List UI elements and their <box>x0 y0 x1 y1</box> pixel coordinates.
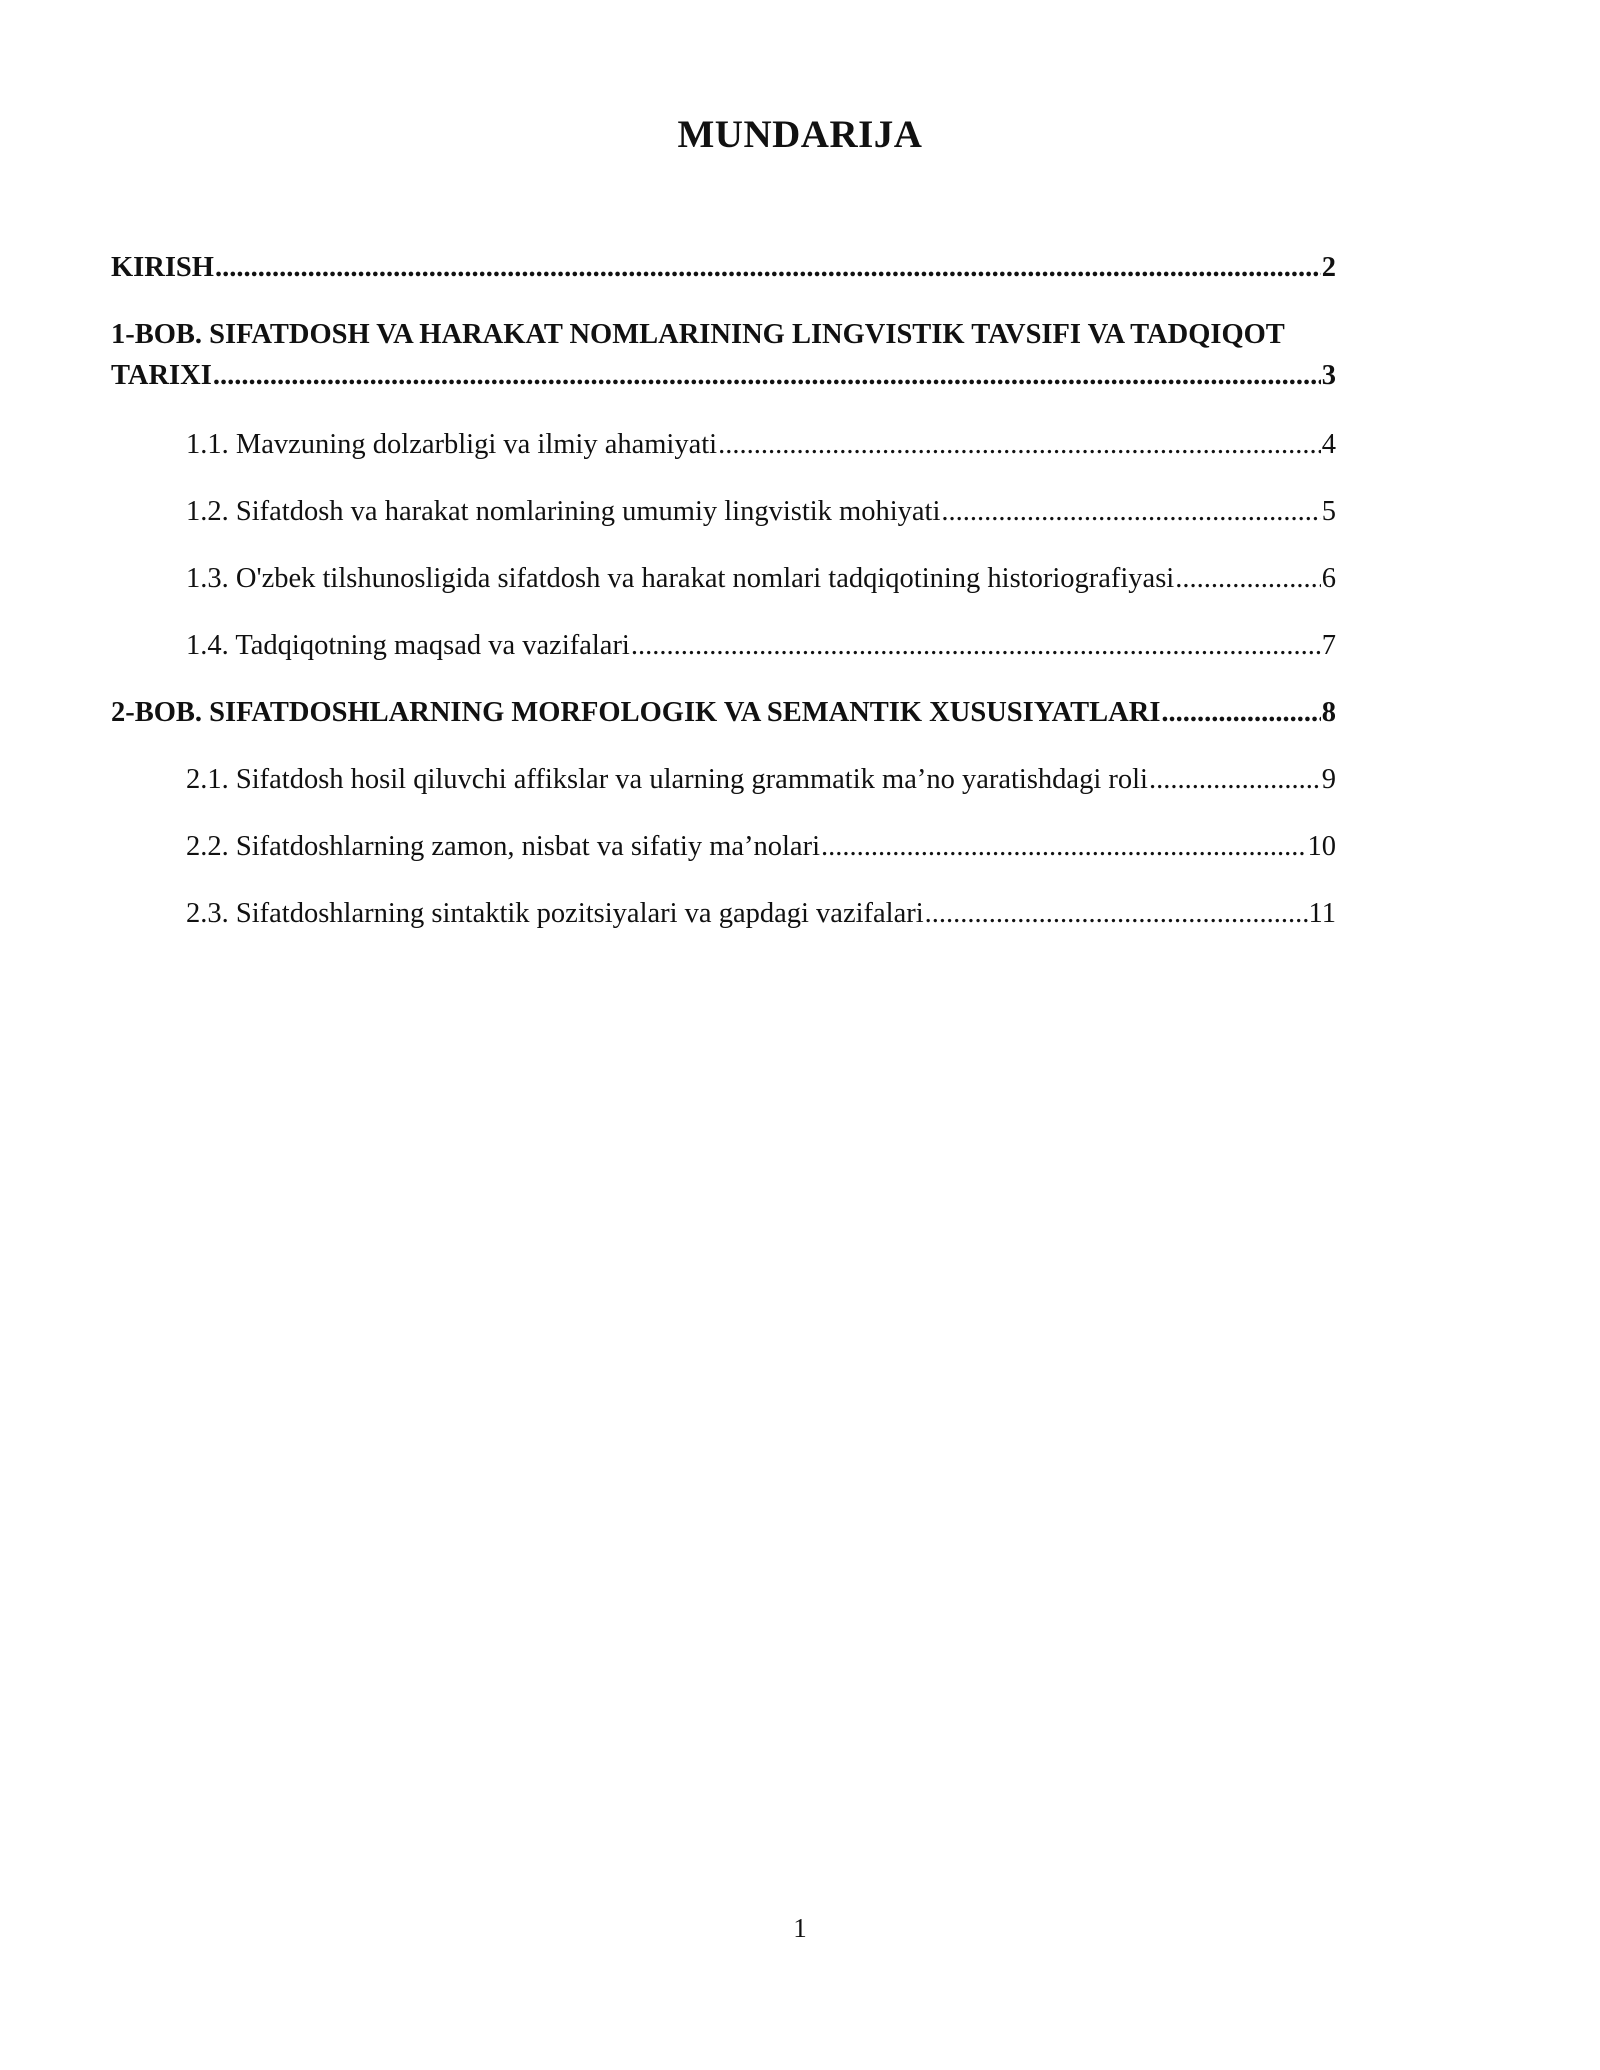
toc-entry-1-3[interactable] <box>111 563 1336 595</box>
dot-leader <box>718 429 1321 461</box>
dot-leader <box>1161 697 1320 729</box>
toc-page-number: 11 <box>1308 898 1336 929</box>
dot-leader <box>213 360 1321 392</box>
dot-leader <box>1149 764 1321 796</box>
toc-entry-text: KIRISH <box>111 252 214 283</box>
toc-entry-2-3[interactable] <box>111 898 1336 930</box>
toc-page-number: 4 <box>1321 429 1336 460</box>
toc-entry-text: 2.2. Sifatdoshlarning zamon, nisbat va sifatiy ma’nolari <box>186 831 820 862</box>
toc-page-number: 3 <box>1321 360 1336 391</box>
toc-entry-text: 1.3. O'zbek tilshunosligida sifatdosh va harakat nomlari tadqiqotining historiografiyasi <box>186 563 1175 594</box>
toc-entry-1-2[interactable] <box>111 496 1336 528</box>
dot-leader <box>1175 563 1321 595</box>
toc-entry-1-4[interactable] <box>111 630 1336 662</box>
toc-entry-text: 1.1. Mavzuning dolzarbligi va ilmiy ahamiyati <box>186 429 718 460</box>
toc-entry-chapter-1[interactable] <box>111 319 1336 392</box>
toc-page-number: 9 <box>1321 764 1336 795</box>
toc-entry-2-2[interactable] <box>111 831 1336 863</box>
toc-page-number: 6 <box>1321 563 1336 594</box>
dot-leader <box>821 831 1307 863</box>
toc-page-number: 5 <box>1321 496 1336 527</box>
toc-entry-text: 2.1. Sifatdosh hosil qiluvchi affikslar va ularning grammatik ma’no yaratishdagi roli <box>186 764 1148 795</box>
dot-leader <box>925 898 1308 930</box>
toc-entry-chapter-2[interactable] <box>111 697 1336 729</box>
toc-entry-text-line2: TARIXI <box>111 360 212 391</box>
toc-entry-2-1[interactable] <box>111 764 1336 796</box>
page-title: MUNDARIJA <box>677 113 923 156</box>
toc-page-number: 10 <box>1307 831 1336 862</box>
dot-leader <box>631 630 1321 662</box>
dot-leader <box>941 496 1320 528</box>
toc-entry-text: 2-BOB. SIFATDOSHLARNING MORFOLOGIK VA SEMANTIK XUSUSIYATLARI <box>111 697 1161 728</box>
dot-leader <box>215 252 1321 284</box>
toc-page-number: 2 <box>1321 252 1336 283</box>
toc-entry-text-line1: 1-BOB. SIFATDOSH VA HARAKAT NOMLARINING LINGVISTIK TAVSIFI VA TADQIQOT <box>111 319 1285 350</box>
toc-entry-kirish[interactable] <box>111 252 1336 284</box>
toc-entry-text: 2.3. Sifatdoshlarning sintaktik pozitsiyalari va gapdagi vazifalari <box>186 898 924 929</box>
toc-entry-1-1[interactable] <box>111 429 1336 461</box>
toc-page-number: 7 <box>1321 630 1336 661</box>
page-number: 1 <box>793 1913 807 1943</box>
toc-entry-text: 1.4. Tadqiqotning maqsad va vazifalari <box>186 630 630 661</box>
toc-entry-text: 1.2. Sifatdosh va harakat nomlarining umumiy lingvistik mohiyati <box>186 496 941 527</box>
toc-page-number: 8 <box>1321 697 1336 728</box>
